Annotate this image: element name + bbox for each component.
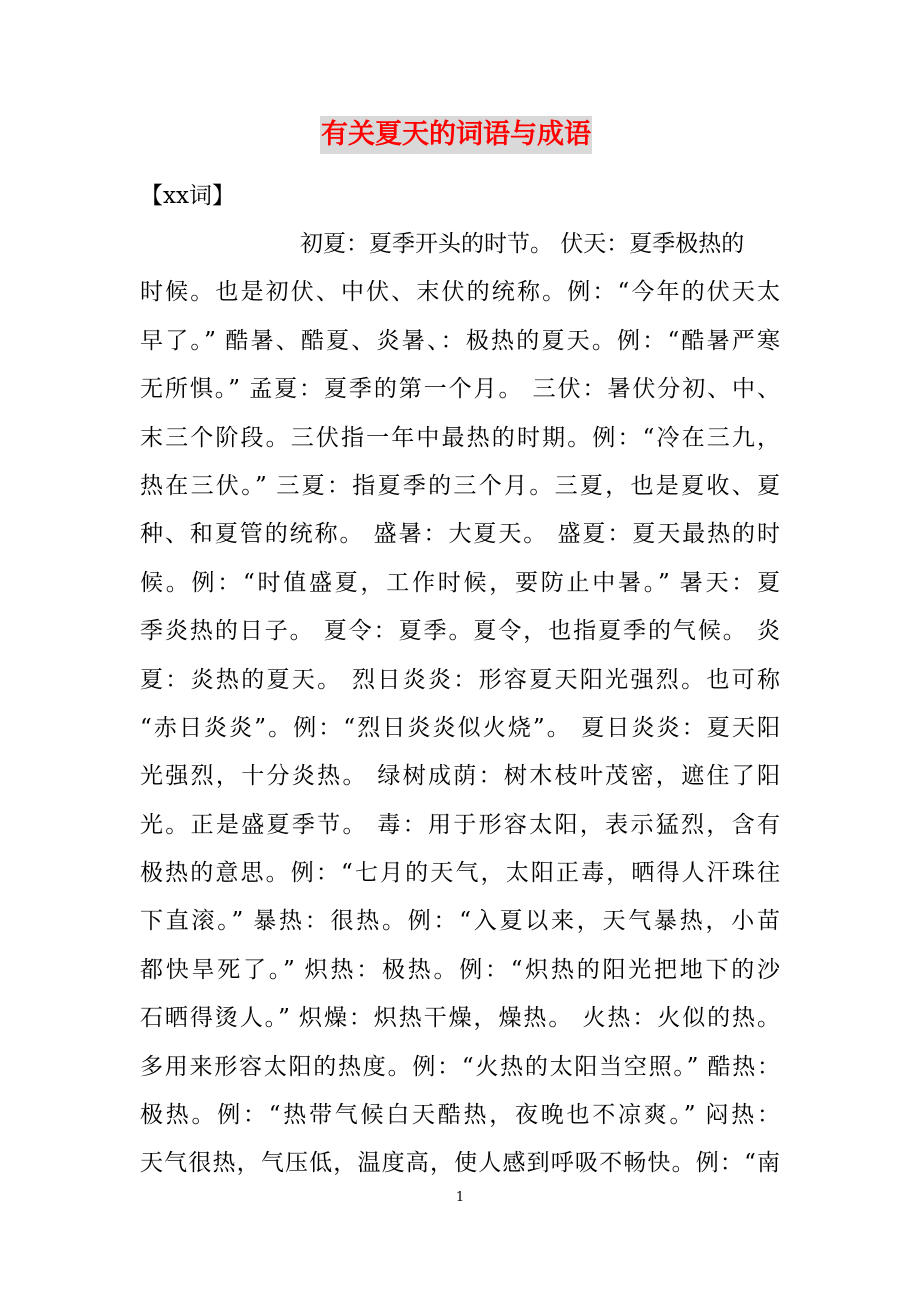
- text-line: 候。例：“时值盛夏，工作时候，要防止中暑。” 暑天：夏: [140, 569, 780, 596]
- text-line: 下直滚。” 暴热：很热。例：“入夏以来，天气暴热，小苗: [140, 908, 780, 935]
- text-line: 时候。也是初伏、中伏、末伏的统称。例：“今年的伏天太: [140, 279, 780, 306]
- text-line: 极热。例：“热带气候白天酷热，夜晚也不凉爽。” 闷热：: [140, 1102, 780, 1129]
- text-line: 热在三伏。” 三夏：指夏季的三个月。三夏，也是夏收、夏: [140, 472, 780, 499]
- text-line: 无所惧。” 孟夏：夏季的第一个月。 三伏：暑伏分初、中、: [140, 376, 780, 403]
- section-heading: 【xx词】: [140, 183, 235, 209]
- text-line: 初夏：夏季开头的时节。 伏天：夏季极热的: [300, 231, 745, 257]
- text-line: 石晒得烫人。” 炽燥：炽热干燥，燥热。 火热：火似的热。: [140, 1005, 780, 1032]
- text-line: 光。正是盛夏季节。 毒：用于形容太阳，表示猛烈，含有: [140, 811, 780, 838]
- text-line: 多用来形容太阳的热度。例：“火热的太阳当空照。” 酷热：: [140, 1053, 780, 1080]
- text-line: 都快旱死了。” 炽热：极热。例：“炽热的阳光把地下的沙: [140, 956, 780, 983]
- page-number: 1: [455, 1190, 465, 1205]
- text-line: 末三个阶段。三伏指一年中最热的时期。例：“冷在三九，: [140, 424, 780, 451]
- text-line: “赤日炎炎”。例：“烈日炎炎似火烧”。 夏日炎炎：夏天阳: [140, 714, 780, 741]
- text-line: 光强烈，十分炎热。 绿树成荫：树木枝叶茂密，遮住了阳: [140, 763, 780, 790]
- text-line: 早了。” 酷暑、酷夏、炎暑、：极热的夏天。例：“酷暑严寒: [140, 327, 780, 354]
- text-line: 季炎热的日子。 夏令：夏季。夏令，也指夏季的气候。 炎: [140, 618, 780, 645]
- text-line: 夏：炎热的夏天。 烈日炎炎：形容夏天阳光强烈。也可称: [140, 666, 780, 693]
- text-line: 天气很热，气压低，温度高，使人感到呼吸不畅快。例：“南: [140, 1150, 780, 1177]
- text-line: 极热的意思。例：“七月的天气，太阳正毒，晒得人汗珠往: [140, 860, 780, 887]
- document-title: 有关夏天的词语与成语: [320, 116, 592, 154]
- document-body: [140, 224, 780, 1192]
- text-line: 种、和夏管的统称。 盛暑：大夏天。 盛夏：夏天最热的时: [140, 521, 780, 548]
